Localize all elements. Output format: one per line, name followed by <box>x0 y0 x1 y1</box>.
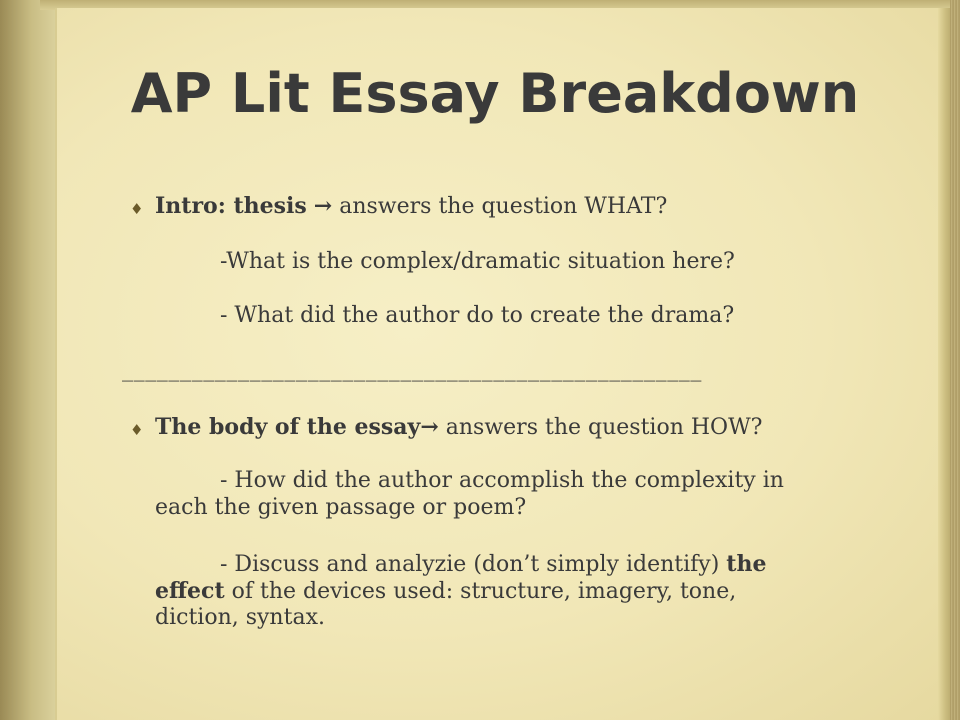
arrow-right-icon: → <box>313 193 333 219</box>
bullet-intro-label: Intro: thesis <box>155 193 307 219</box>
arrow-right-icon: → <box>420 414 439 440</box>
slide-title: AP Lit Essay Breakdown <box>130 62 860 125</box>
discuss-text: - Discuss and analyzie (don’t simply identify) <box>220 552 727 577</box>
discuss-bold-effect: effect <box>155 578 225 604</box>
bullet-intro <box>155 193 667 219</box>
sub-point-discuss-line1 <box>220 551 766 577</box>
sub-point-drama: - What did the author do to create the drama? <box>220 303 735 328</box>
sub-point-discuss-line3: diction, syntax. <box>155 605 325 630</box>
sub-point-how-line1: - How did the author accomplish the complexity in <box>220 468 784 493</box>
discuss-bold-the: the <box>726 551 767 577</box>
divider-line: __________________________________________________ <box>122 357 702 382</box>
sub-point-how-line2: each the given passage or poem? <box>155 495 527 520</box>
discuss-text-devices: of the devices used: structure, imagery, tone, <box>224 579 737 604</box>
bullet-diamond-icon: ♦ <box>130 200 144 218</box>
sub-point-discuss-line2 <box>155 578 736 604</box>
bullet-body-label: The body of the essay <box>155 414 421 440</box>
sub-point-situation: -What is the complex/dramatic situation here? <box>220 249 735 274</box>
bullet-diamond-icon: ♦ <box>130 421 144 439</box>
bullet-intro-text: answers the question WHAT? <box>332 194 668 219</box>
bullet-body <box>155 414 762 440</box>
bullet-body-text: answers the question HOW? <box>438 415 763 440</box>
